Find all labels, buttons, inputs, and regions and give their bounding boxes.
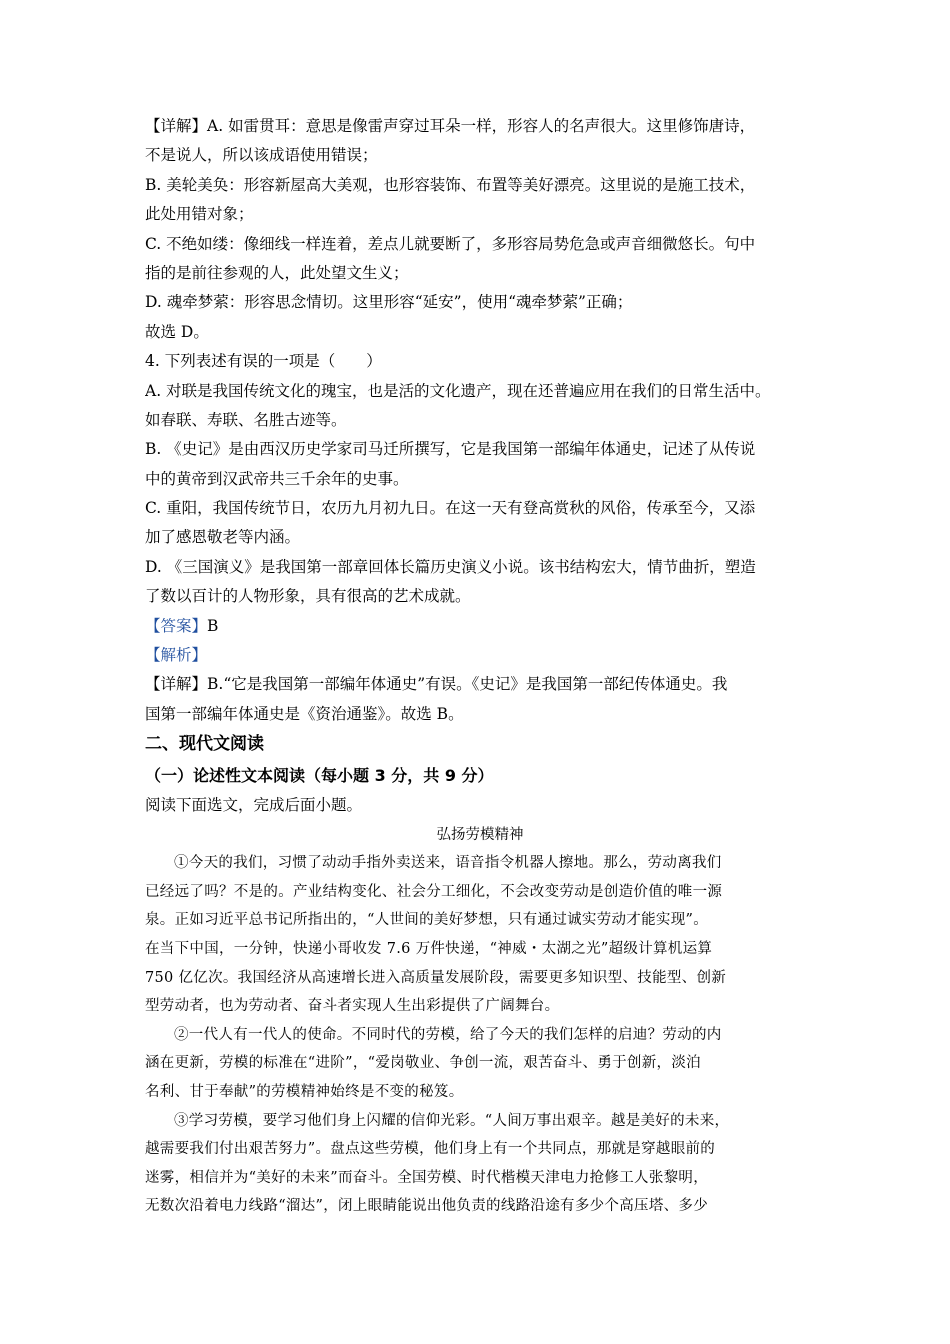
section-heading: 二、现代文阅读: [145, 734, 264, 755]
article-line: ①今天的我们，习惯了动动手指外卖送来，语音指令机器人擦地。那么，劳动离我们: [174, 855, 722, 872]
article-line: 泉。正如习近平总书记所指出的，“人世间的美好梦想，只有通过诚实劳动才能实现”。: [145, 912, 709, 929]
option-d: D. 《三国演义》是我国第一部章回体长篇历史演义小说。该书结构宏大，情节曲折，塑造: [145, 557, 756, 576]
answer-line: [145, 612, 815, 641]
detail-line: 【详解】B.“它是我国第一部编年体通史”有误。《史记》是我国第一部纪传体通史。我: [145, 675, 728, 694]
text-line: 【详解】A. 如雷贯耳：意思是像雷声穿过耳朵一样，形容人的名声很大。这里修饰唐诗，: [145, 117, 756, 135]
option-c-cont: 加了感恩敬老等内涵。: [145, 528, 301, 547]
text-line: 故选 D。: [145, 322, 209, 341]
text-line: 不是说人，所以该成语使用错误；: [145, 146, 378, 165]
option-b-cont: 中的黄帝到汉武帝共三千余年的史事。: [145, 469, 409, 488]
analysis-line: [145, 641, 815, 670]
text-line: C. 不绝如缕：像细线一样连着，差点儿就要断了，多形容局势危急或声音细微悠长。句中: [145, 234, 756, 253]
option-b: B. 《史记》是由西汉历史学家司马迁所撰写，它是我国第一部编年体通史，记述了从传说: [145, 440, 756, 459]
article-line: ③学习劳模，要学习他们身上闪耀的信仰光彩。“人间万事出艰辛。越是美好的未来，: [174, 1112, 730, 1129]
document-page: [145, 112, 815, 1221]
article-title: 弘扬劳模精神: [436, 826, 524, 843]
paragraph-2: [145, 1021, 815, 1107]
section-modern-reading: [145, 729, 815, 1221]
prev-explanation: [145, 112, 815, 347]
option-a: A. 对联是我国传统文化的瑰宝，也是活的文化遗产，现在还普遍应用在我们的日常生活中。: [145, 381, 771, 400]
article-line: 越需要我们付出艰苦努力”。盘点这些劳模，他们身上有一个共同点，那就是穿越眼前的: [145, 1141, 716, 1158]
question-4: [145, 347, 815, 729]
article-line: 无数次沿着电力线路“溜达”，闭上眼睛能说出他负责的线路沿途有多少个高压塔、多少: [145, 1198, 709, 1215]
analysis-tag: 【解析】: [145, 646, 208, 665]
answer-value: B: [207, 616, 219, 635]
text-line: D. 魂牵梦萦：形容思念情切。这里形容“延安”，使用“魂牵梦萦”正确；: [145, 293, 633, 312]
article-line: 型劳动者，也为劳动者、奋斗者实现人生出彩提供了广阔舞台。: [145, 998, 560, 1015]
detail-tag: 【详解】: [145, 675, 208, 694]
text-line: B. 美轮美奂：形容新屋高大美观，也形容装饰、布置等美好漂亮。这里说的是施工技术，: [145, 175, 756, 194]
instruction: 阅读下面选文，完成后面小题。: [145, 796, 363, 815]
article-line: 迷雾，相信并为“美好的未来”而奋斗。全国劳模、时代楷模天津电力抢修工人张黎明，: [145, 1169, 709, 1186]
detail-tag: 【详解】: [145, 117, 208, 135]
article-line: 名利、甘于奉献”的劳模精神始终是不变的秘笈。: [145, 1083, 464, 1100]
option-a-cont: 如春联、寿联、名胜古迹等。: [145, 410, 347, 429]
article-line: 已经远了吗？不是的。产业结构变化、社会分工细化，不会改变劳动是创造价值的唯一源: [145, 883, 723, 900]
text-line: 指的是前往参观的人，此处望文生义；: [145, 263, 409, 282]
paragraph-1: [145, 849, 815, 1021]
option-c: C. 重阳，我国传统节日，农历九月初九日。在这一天有登高赏秋的风俗，传承至今，又添: [145, 499, 756, 518]
paragraph-3: [145, 1107, 815, 1221]
question-stem: 4. 下列表述有误的一项是（ ）: [145, 352, 382, 371]
option-d-cont: 了数以百计的人物形象，具有很高的艺术成就。: [145, 587, 471, 606]
subsection-heading: （一）论述性文本阅读（每小题 3 分，共 9 分）: [145, 766, 494, 786]
answer-tag: 【答案】: [145, 616, 208, 635]
detail-line: 国第一部编年体通史是《资治通鉴》。故选 B。: [145, 704, 464, 723]
article-line: 750 亿亿次。我国经济从高速增长进入高质量发展阶段，需要更多知识型、技能型、创新: [145, 969, 727, 986]
text-line: 此处用错对象；: [145, 205, 254, 224]
article-line: 在当下中国，一分钟，快递小哥收发 7.6 万件快递，“神威・太湖之光”超级计算机运算: [145, 940, 713, 957]
article-line: ②一代人有一代人的使命。不同时代的劳模，给了今天的我们怎样的启迪？劳动的内: [174, 1026, 722, 1043]
article-line: 涵在更新，劳模的标准在“进阶”，“爱岗敬业、争创一流，艰苦奋斗、勇于创新，淡泊: [145, 1055, 701, 1072]
